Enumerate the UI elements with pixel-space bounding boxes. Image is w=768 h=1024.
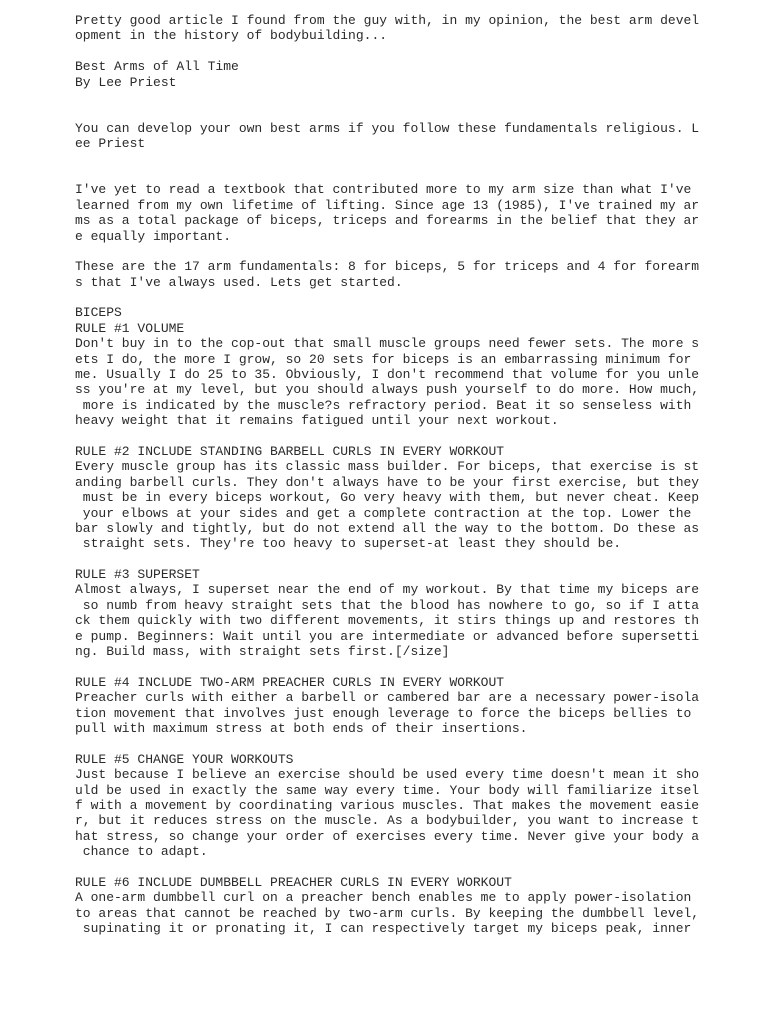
article-text	[75, 13, 755, 936]
text-line: must be in every biceps workout, Go very heavy with them, but never cheat. Keep	[75, 490, 700, 506]
text-line: heavy weight that it remains fatigued until your next workout.	[75, 413, 559, 429]
text-line: Every muscle group has its classic mass builder. For biceps, that exercise is st	[75, 459, 700, 475]
text-line: tion movement that involves just enough leverage to force the biceps bellies to	[75, 705, 692, 721]
rule-heading: RULE #4 INCLUDE TWO-ARM PREACHER CURLS IN EVERY WORKOUT	[75, 674, 505, 690]
text-line: You can develop your own best arms if you follow these fundamentals religious. L	[75, 120, 700, 136]
text-line: pull with maximum stress at both ends of their insertions.	[75, 721, 528, 736]
text-line: uld be used in exactly the same way every time. Your body will familiarize itsel	[75, 782, 700, 798]
text-line: e pump. Beginners: Wait until you are intermediate or advanced before supersetti	[75, 628, 700, 644]
rule-heading: RULE #2 INCLUDE STANDING BARBELL CURLS IN EVERY WORKOUT	[75, 443, 505, 459]
text-line: ck them quickly with two different movements, it stirs things up and restores th	[75, 613, 700, 629]
body-paragraph-1	[75, 182, 755, 244]
text-line: s that I've always used. Lets get started.	[75, 274, 403, 290]
text-line: bar slowly and tightly, but do not extend all the way to the bottom. Do these as	[75, 520, 700, 536]
rule-block	[75, 752, 755, 860]
text-line: ng. Build mass, with straight sets first.[/size]	[75, 644, 450, 660]
text-line: f with a movement by coordinating various muscles. That makes the movement easie	[75, 797, 700, 813]
rule-heading: RULE #3 SUPERSET	[75, 567, 200, 583]
rule-block	[75, 444, 755, 552]
article-heading	[75, 59, 755, 90]
text-line: ss you're at my level, but you should always push yourself to do more. How much,	[75, 382, 700, 398]
rule-heading: RULE #1 VOLUME	[75, 320, 185, 336]
text-line: to areas that cannot be reached by two-arm curls. By keeping the dumbbell level,	[75, 905, 700, 921]
text-line: ee Priest	[75, 136, 146, 152]
text-line: more is indicated by the muscle?s refractory period. Beat it so senseless with	[75, 397, 692, 413]
intro-paragraph	[75, 13, 755, 44]
text-line: your elbows at your sides and get a complete contraction at the top. Lower the	[75, 505, 692, 521]
section-heading	[75, 305, 755, 320]
text-line: supinating it or pronating it, I can respectively target my biceps peak, inner	[75, 921, 692, 937]
text-line: Preacher curls with either a barbell or cambered bar are a necessary power-isola	[75, 690, 700, 706]
article-byline: By Lee Priest	[75, 74, 177, 90]
rule-block	[75, 875, 755, 937]
rule-block	[75, 675, 755, 737]
text-line: ms as a total package of biceps, triceps and forearms in the belief that they ar	[75, 213, 700, 229]
text-line: opment in the history of bodybuilding...	[75, 28, 388, 44]
text-line: chance to adapt.	[75, 844, 208, 860]
section-title: BICEPS	[75, 305, 122, 321]
article-title: Best Arms of All Time	[75, 59, 239, 75]
text-line: learned from my own lifetime of lifting. Since age 13 (1985), I've trained my ar	[75, 197, 700, 213]
rule-heading: RULE #6 INCLUDE DUMBBELL PREACHER CURLS IN EVERY WORKOUT	[75, 874, 512, 890]
text-line: so numb from heavy straight sets that the blood has nowhere to go, so if I atta	[75, 597, 700, 613]
text-line: Pretty good article I found from the guy with, in my opinion, the best arm devel	[75, 13, 700, 28]
text-line: Just because I believe an exercise should be used every time doesn't mean it sho	[75, 767, 700, 783]
text-line: Don't buy in to the cop-out that small muscle groups need fewer sets. The more s	[75, 336, 700, 352]
text-line: e equally important.	[75, 228, 232, 244]
text-line: I've yet to read a textbook that contributed more to my arm size than what I've	[75, 182, 692, 198]
text-line: hat stress, so change your order of exercises every time. Never give your body a	[75, 828, 700, 844]
body-paragraph-2	[75, 259, 755, 290]
rule-block	[75, 567, 755, 659]
tagline-paragraph	[75, 121, 755, 152]
text-line: straight sets. They're too heavy to superset-at least they should be.	[75, 536, 622, 552]
text-line: Almost always, I superset near the end of my workout. By that time my biceps are	[75, 582, 700, 598]
text-line: A one-arm dumbbell curl on a preacher bench enables me to apply power-isolation	[75, 890, 692, 906]
text-line: ets I do, the more I grow, so 20 sets for biceps is an embarrassing minimum for	[75, 351, 692, 367]
text-line: anding barbell curls. They don't always have to be your first exercise, but they	[75, 474, 700, 490]
text-line: me. Usually I do 25 to 35. Obviously, I don't recommend that volume for you unle	[75, 367, 700, 383]
text-line: r, but it reduces stress on the muscle. As a bodybuilder, you want to increase t	[75, 813, 700, 829]
text-line: These are the 17 arm fundamentals: 8 for biceps, 5 for triceps and 4 for forearm	[75, 259, 700, 275]
rule-block	[75, 321, 755, 429]
rule-heading: RULE #5 CHANGE YOUR WORKOUTS	[75, 751, 294, 767]
